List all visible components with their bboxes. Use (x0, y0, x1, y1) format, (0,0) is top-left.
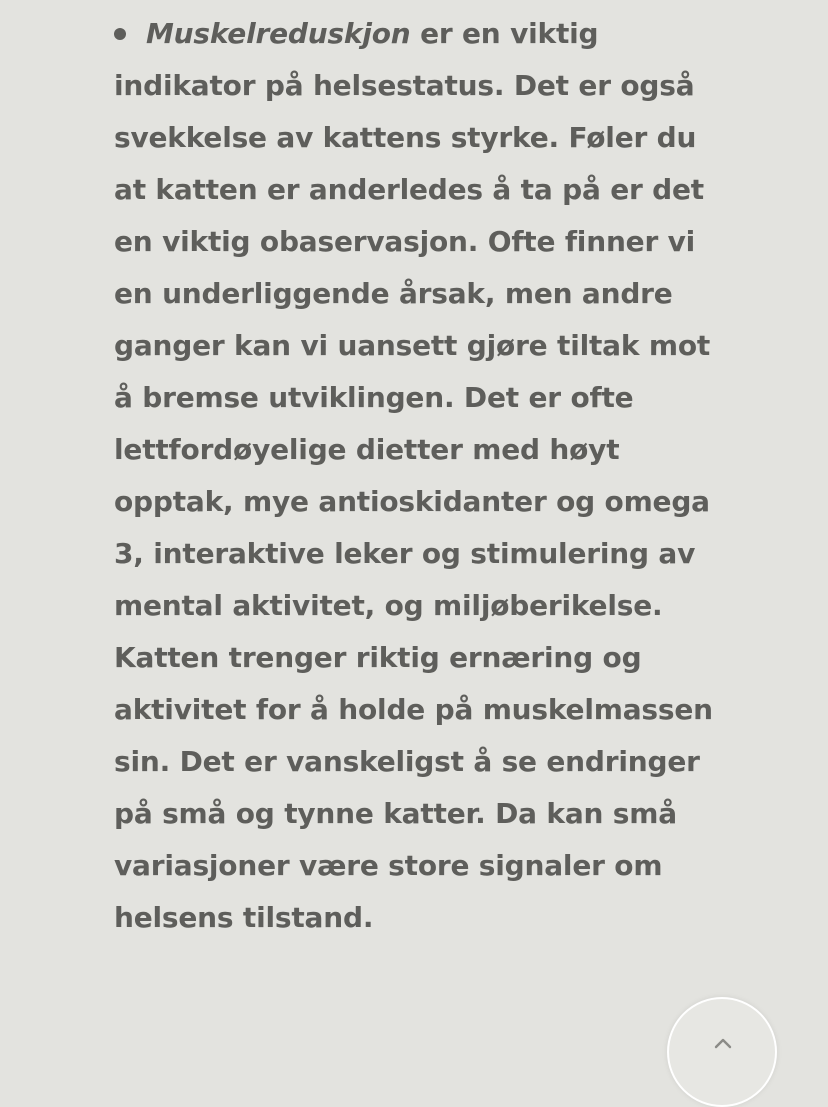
scroll-to-top-button[interactable] (667, 997, 777, 1107)
bullet-point (114, 28, 126, 40)
bullet-term: Muskelreduskjon (146, 17, 411, 50)
chevron-up-icon (713, 1034, 733, 1054)
bullet-description: er en viktig indikator på helsestatus. Det er også svekkelse av kattens styrke. Føler du at katten er anderledes å ta på er det en viktig obaservasjon. Ofte finner vi en underliggende årsak, men andre ganger kan vi uansett gjøre tiltak mot å bremse utviklingen. Det er ofte lettfordøyelige dietter med høyt opptak, mye antioskidanter og omega 3, interaktive leker og stimulering av mental aktivitet, og miljøberikelse. Katten trenger riktig ernæring og aktivitet for å holde på muskelmassen sin. Det er vanskeligst å se endringer på små og tynne katter. Da kan små variasjoner være store signaler om helsens tilstand. (114, 17, 713, 934)
bullet-text (114, 17, 713, 934)
list-item (114, 8, 724, 944)
bullet-list (114, 8, 724, 944)
article-content (114, 8, 724, 944)
